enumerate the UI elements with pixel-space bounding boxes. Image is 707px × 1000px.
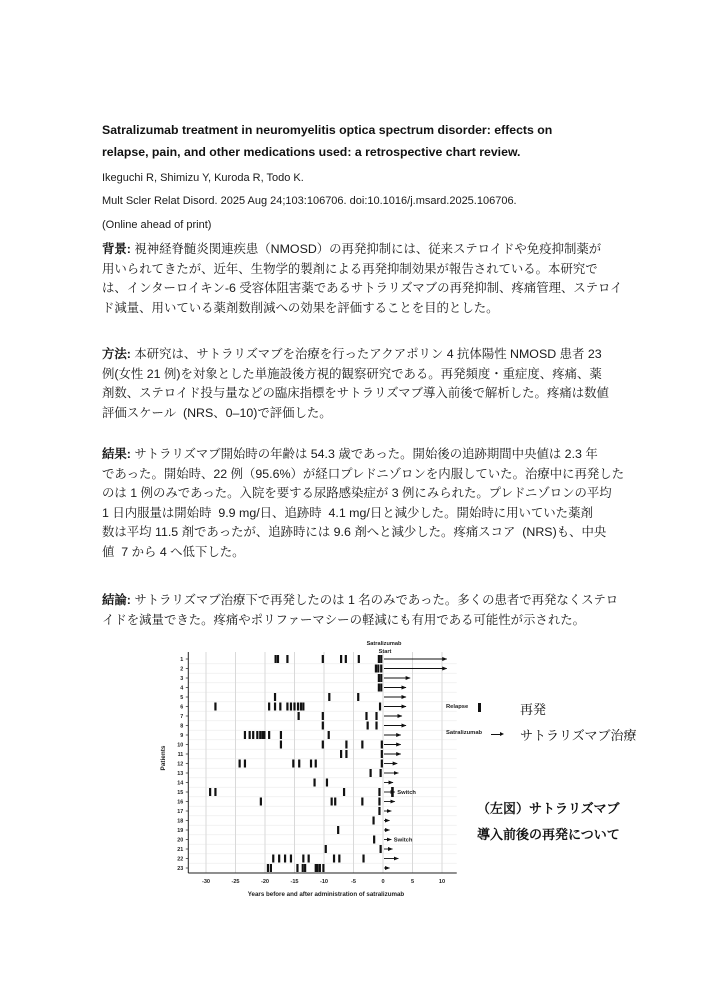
relapse-mark <box>315 760 317 768</box>
relapse-mark <box>279 703 281 711</box>
section-line: は、インターロイキン-6 受容体阻害薬であるサトラリズマブの再発抑制、疼痛管理、ステロイ <box>102 281 623 296</box>
relapse-mark <box>380 674 382 682</box>
y-tick-label: 23 <box>177 866 184 872</box>
y-tick-label: 19 <box>177 828 184 834</box>
section-label: 方法: <box>102 347 131 361</box>
section-label: 背景: <box>102 242 131 256</box>
relapse-mark <box>298 712 300 720</box>
x-tick-label: -30 <box>201 879 211 885</box>
legend-arrow-icon <box>491 734 501 735</box>
y-tick-label: 8 <box>180 723 184 730</box>
section-line: 1 日内服量は開始時 9.9 mg/日、追跡時 4.1 mg/日と減少した。開始時に用いていた薬剤 <box>102 505 593 520</box>
relapse-mark <box>316 864 318 872</box>
y-tick-label: 5 <box>180 695 184 701</box>
relapse-mark <box>290 855 292 863</box>
relapse-mark <box>209 788 211 796</box>
grid-layer <box>188 652 456 873</box>
y-tick-label: 21 <box>177 847 184 853</box>
y-axis-title: Patients <box>160 745 167 771</box>
relapse-mark <box>380 684 382 692</box>
relapse-mark <box>214 788 216 796</box>
relapse-swimmer-chart <box>150 638 470 903</box>
x-tick-label: 5 <box>410 879 415 885</box>
relapse-mark <box>302 864 304 872</box>
relapse-mark <box>370 769 372 777</box>
relapse-mark <box>337 826 339 834</box>
relapse-mark <box>338 855 340 863</box>
relapse-mark <box>268 703 270 711</box>
relapse-mark <box>284 855 286 863</box>
switch-mark <box>391 787 394 797</box>
legend-relapse-bar-icon <box>478 703 481 712</box>
relapse-mark <box>345 741 347 749</box>
y-tick-label: 11 <box>177 752 184 758</box>
section-line: であった。開始時、22 例（95.6%）が経口プレドニゾロンを内服していた。治療中に再発した <box>102 466 625 481</box>
section-line: ド減量、用いている薬剤数削減への効果を評価することを目的とした。 <box>102 300 499 315</box>
relapse-mark <box>380 665 382 673</box>
relapse-mark <box>377 665 379 673</box>
relapse-mark <box>375 665 377 673</box>
relapse-mark <box>361 741 363 749</box>
relapse-mark <box>345 655 347 663</box>
relapse-mark <box>328 731 330 739</box>
y-tick-label: 14 <box>177 780 184 787</box>
publication-status: (Online ahead of print) <box>102 219 212 231</box>
relapse-mark <box>340 750 342 758</box>
relapse-mark <box>367 722 369 730</box>
relapse-mark <box>313 779 315 787</box>
relapse-mark <box>380 769 382 777</box>
relapse-mark <box>380 655 382 663</box>
switch-annotation: Switch <box>397 790 416 796</box>
y-tick-label: 15 <box>177 790 184 796</box>
section-text: 視神経脊髄炎関連疾患（NMOSD）の再発抑制には、従来ステロイドや免疫抑制薬が <box>130 242 602 256</box>
y-tick-label: 4 <box>180 685 184 692</box>
section-label: 結果: <box>102 447 131 461</box>
relapse-mark <box>333 855 335 863</box>
relapse-mark <box>272 855 274 863</box>
y-tick-label: 3 <box>180 676 184 682</box>
relapse-mark <box>326 779 328 787</box>
section-line: 値 7 から 4 へ低下した。 <box>102 544 245 559</box>
section-methods <box>102 345 662 423</box>
x-tick-label: -5 <box>351 879 356 885</box>
y-tick-label: 18 <box>177 818 184 825</box>
y-tick-label: 12 <box>177 761 184 768</box>
citation: Mult Scler Relat Disord. 2025 Aug 24;103:106706. doi:10.1016/j.msard.2025.106706. <box>102 195 517 207</box>
section-results <box>102 445 662 563</box>
section-line: 用いられてきたが、近年、生物学的製剤による再発抑制効果が報告されている。本研究で <box>102 261 598 276</box>
relapse-mark <box>357 693 359 701</box>
relapse-mark <box>308 855 310 863</box>
relapse-mark <box>361 798 363 806</box>
y-tick-label: 16 <box>177 799 184 806</box>
x-tick-label: -20 <box>260 879 270 885</box>
relapse-mark <box>280 731 282 739</box>
section-line: のは 1 例のみであった。入院を要する尿路感染症が 3 例にみられた。プレドニゾロンの平均 <box>102 486 612 501</box>
relapse-mark <box>270 864 272 872</box>
relapse-mark <box>319 864 321 872</box>
relapse-mark <box>322 864 324 872</box>
relapse-mark <box>322 655 324 663</box>
section-text: サトラリズマブ開始時の年齢は 54.3 歳であった。開始後の追跡期間中央値は 2.3 年 <box>130 447 598 461</box>
relapse-mark <box>343 788 345 796</box>
relapse-mark <box>358 655 360 663</box>
relapse-mark <box>268 731 270 739</box>
relapse-mark <box>274 703 276 711</box>
start-label-line-1: Satralizumab <box>366 641 402 647</box>
relapse-mark <box>304 864 306 872</box>
legend-relapse-label: Relapse <box>446 704 469 710</box>
y-tick-label: 20 <box>177 837 184 844</box>
relapse-mark <box>302 855 304 863</box>
y-tick-label: 7 <box>180 714 184 720</box>
relapse-mark <box>278 855 280 863</box>
relapse-mark <box>300 703 302 711</box>
relapse-mark <box>365 712 367 720</box>
section-line <box>102 240 662 260</box>
legend-satralizumab-label: Satralizumab <box>446 730 483 736</box>
x-axis-title: Years before and after administration of satralizumab <box>247 891 405 898</box>
relapse-mark <box>260 798 262 806</box>
section-background <box>102 240 662 318</box>
relapse-mark <box>378 798 380 806</box>
section-text: 本研究は、サトラリズマブを治療を行ったアクアポリン 4 抗体陽性 NMOSD 患者 23 <box>130 347 602 361</box>
relapse-mark <box>280 741 282 749</box>
start-label-line-2: Start <box>378 649 392 655</box>
relapse-mark <box>379 703 381 711</box>
relapse-mark <box>244 731 246 739</box>
relapse-mark <box>263 731 265 739</box>
relapse-mark <box>214 703 216 711</box>
section-line: イドを減量できた。疼痛やポリファーマシーの軽減にも有用である可能性が示された。 <box>102 612 585 627</box>
relapse-mark <box>293 703 295 711</box>
relapse-mark <box>310 760 312 768</box>
relapse-mark <box>378 807 380 815</box>
relapse-mark <box>378 655 380 663</box>
relapse-mark <box>378 684 380 692</box>
relapse-mark <box>381 741 383 749</box>
section-line: 例(女性 21 例)を対象とした単施設後方視的観察研究である。再発頻度・重症度、疼痛、薬 <box>102 366 602 381</box>
y-tick-label: 9 <box>180 733 184 739</box>
authors: Ikeguchi R, Shimizu Y, Kuroda R, Todo K. <box>102 172 304 184</box>
relapse-mark <box>239 760 241 768</box>
relapse-mark <box>325 845 327 853</box>
relapse-mark <box>372 817 374 825</box>
section-line: 数は平均 11.5 剤であったが、追跡時には 9.6 剤へと減少した。疼痛スコア (NRS)も、中央 <box>102 525 607 540</box>
x-tick-label: -15 <box>290 879 299 885</box>
relapse-mark <box>249 731 251 739</box>
relapse-mark <box>298 760 300 768</box>
relapse-mark <box>378 788 380 796</box>
relapse-mark <box>252 731 254 739</box>
relapse-mark <box>322 722 324 730</box>
switch-annotation: Switch <box>393 837 413 844</box>
section-text: サトラリズマブ治療下で再発したのは 1 名のみであった。多くの患者で再発なくステロ <box>130 593 619 607</box>
relapse-mark <box>274 693 276 701</box>
legend-satralizumab-ja: サトラリズマブ治療 <box>520 728 637 743</box>
article-title-line-1: Satralizumab treatment in neuromyelitis optica spectrum disorder: effects on <box>102 123 553 137</box>
y-tick-label: 1 <box>180 657 184 663</box>
relapse-mark <box>292 760 294 768</box>
relapse-mark <box>259 731 261 739</box>
section-line: 剤数、ステロイド投与量などの臨床指標をサトラリズマブ導入前後で解析した。疼痛は数値 <box>102 386 609 401</box>
relapse-mark <box>296 864 298 872</box>
relapse-mark <box>381 750 383 758</box>
section-conclusion <box>102 591 662 630</box>
relapse-mark <box>381 760 383 768</box>
figure-caption-line-2: 導入前後の再発について <box>477 827 620 842</box>
relapse-mark <box>345 750 347 758</box>
figure-caption-line-1: （左図）サトラリズマブ <box>477 801 620 816</box>
section-line: 評価スケール (NRS、0–10)で評価した。 <box>102 405 332 420</box>
relapse-mark <box>322 712 324 720</box>
relapse-mark <box>362 855 364 863</box>
x-tick-label: 0 <box>381 879 385 885</box>
relapse-mark <box>286 703 288 711</box>
relapse-mark <box>256 731 258 739</box>
relapse-mark <box>334 798 336 806</box>
relapse-mark <box>244 760 246 768</box>
y-tick-label: 10 <box>177 742 184 749</box>
relapse-mark <box>328 693 330 701</box>
y-tick-label: 6 <box>180 704 184 711</box>
relapse-mark <box>290 703 292 711</box>
relapse-mark <box>378 674 380 682</box>
relapse-mark <box>380 845 382 853</box>
x-tick-label: -10 <box>319 879 329 885</box>
article-title-line-2: relapse, pain, and other medications used: a retrospective chart review. <box>102 145 521 159</box>
section-line <box>102 445 662 465</box>
relapse-mark <box>340 655 342 663</box>
mark-layer <box>209 655 447 872</box>
y-tick-label: 22 <box>177 856 184 863</box>
relapse-mark <box>375 722 377 730</box>
section-line <box>102 591 662 611</box>
relapse-mark <box>297 703 299 711</box>
relapse-mark <box>286 655 288 663</box>
y-tick-label: 13 <box>177 771 184 777</box>
relapse-mark <box>267 864 269 872</box>
relapse-mark <box>302 703 304 711</box>
section-label: 結論: <box>102 593 131 607</box>
relapse-mark <box>275 655 277 663</box>
relapse-mark <box>373 836 375 844</box>
y-tick-label: 2 <box>180 666 184 673</box>
section-line <box>102 345 662 365</box>
relapse-mark <box>375 712 377 720</box>
y-tick-label: 17 <box>177 809 184 815</box>
legend-relapse-ja: 再発 <box>520 702 547 717</box>
relapse-mark <box>322 741 324 749</box>
x-tick-label: 10 <box>438 879 446 885</box>
relapse-mark <box>331 798 333 806</box>
x-tick-label: -25 <box>231 879 240 885</box>
relapse-mark <box>277 655 279 663</box>
